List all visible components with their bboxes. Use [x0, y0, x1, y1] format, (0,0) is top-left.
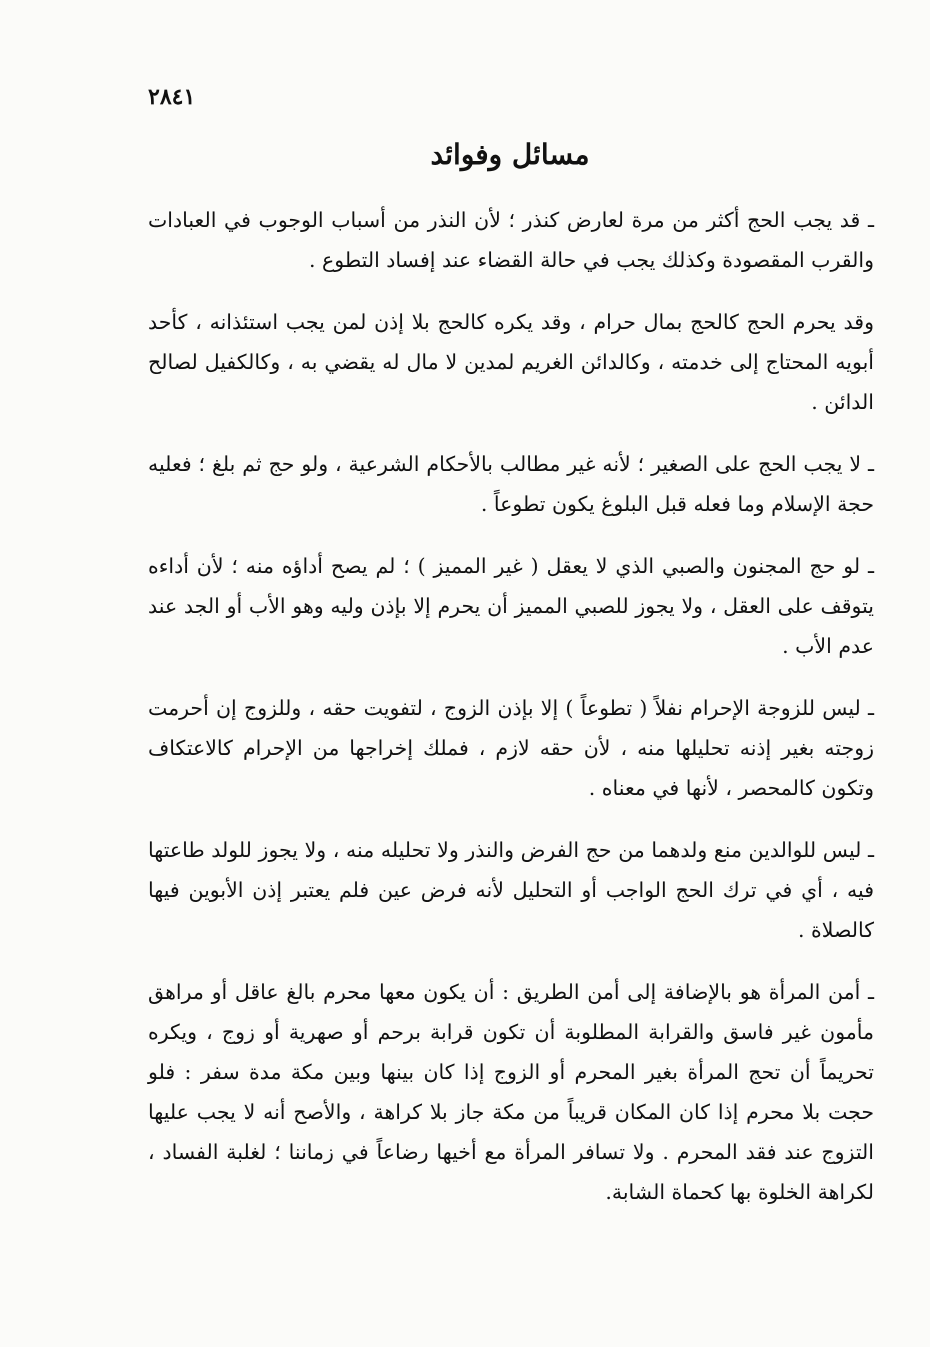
paragraph: ـ لا يجب الحج على الصغير ؛ لأنه غير مطالب بالأحكام الشرعية ، ولو حج ثم بلغ ؛ فعليه حجة الإسلام وما فعله قبل البلوغ يكون تطوعاً . — [148, 452, 874, 516]
section-title: مسائل وفوائد — [430, 138, 590, 171]
paragraph: ـ ليس للوالدين منع ولدهما من حج الفرض والنذر ولا تحليله منه ، ولا يجوز للولد طاعتها فيه ، أي في ترك الحج الواجب أو التحليل لأنه فرض عين فلم يعتبر إذن الأبوين فيها كالصلاة . — [148, 838, 874, 942]
paragraph: ـ قد يجب الحج أكثر من مرة لعارض كنذر ؛ لأن النذر من أسباب الوجوب في العبادات والقرب المقصودة وكذلك يجب في حالة القضاء عند إفساد التطوع . — [148, 208, 874, 272]
paragraph: ـ لو حج المجنون والصبي الذي لا يعقل ( غير المميز ) ؛ لم يصح أداؤه منه ؛ لأن أداءه يتوقف على العقل ، ولا يجوز للصبي المميز أن يحرم إلا بإذن وليه وهو الأب أو الجد عند عدم الأب . — [148, 554, 874, 658]
page-body — [148, 200, 874, 1234]
paragraph: ـ ليس للزوجة الإحرام نفلاً ( تطوعاً ) إلا بإذن الزوج ، لتفويت حقه ، وللزوج إن أحرمت زوجته بغير إذنه تحليلها منه ، لأن حقه لازم ، فملك إخراجها من الإحرام كالاعتكاف وتكون كالمحصر ، لأنها في معناه . — [148, 696, 874, 800]
paragraph: وقد يحرم الحج كالحج بمال حرام ، وقد يكره كالحج بلا إذن لمن يجب استئذانه ، كأحد أبويه المحتاج إلى خدمته ، وكالدائن الغريم لمدين لا مال له يقضي به ، وكالكفيل لصالح الدائن . — [148, 310, 874, 414]
paragraph: ـ أمن المرأة هو بالإضافة إلى أمن الطريق : أن يكون معها محرم بالغ عاقل أو مراهق مأمون غير فاسق والقرابة المطلوبة أن تكون قرابة برحم أو صهرية أو زوج ، ويكره تحريماً أن تحج المرأة بغير المحرم أو الزوج إذا كان بينها وبين مكة مدة سفر : فلو حجت بلا محرم إذا كان المكان قريباً من مكة جاز بلا كراهة ، والأصح أنه لا يجب عليها التزوج عند فقد المحرم . ولا تسافر المرأة مع أخيها رضاعاً في زماننا ؛ لغلبة الفساد ، لكراهة الخلوة بها كحماة الشابة. — [148, 980, 874, 1204]
page-number: ٢٨٤١ — [148, 84, 196, 110]
